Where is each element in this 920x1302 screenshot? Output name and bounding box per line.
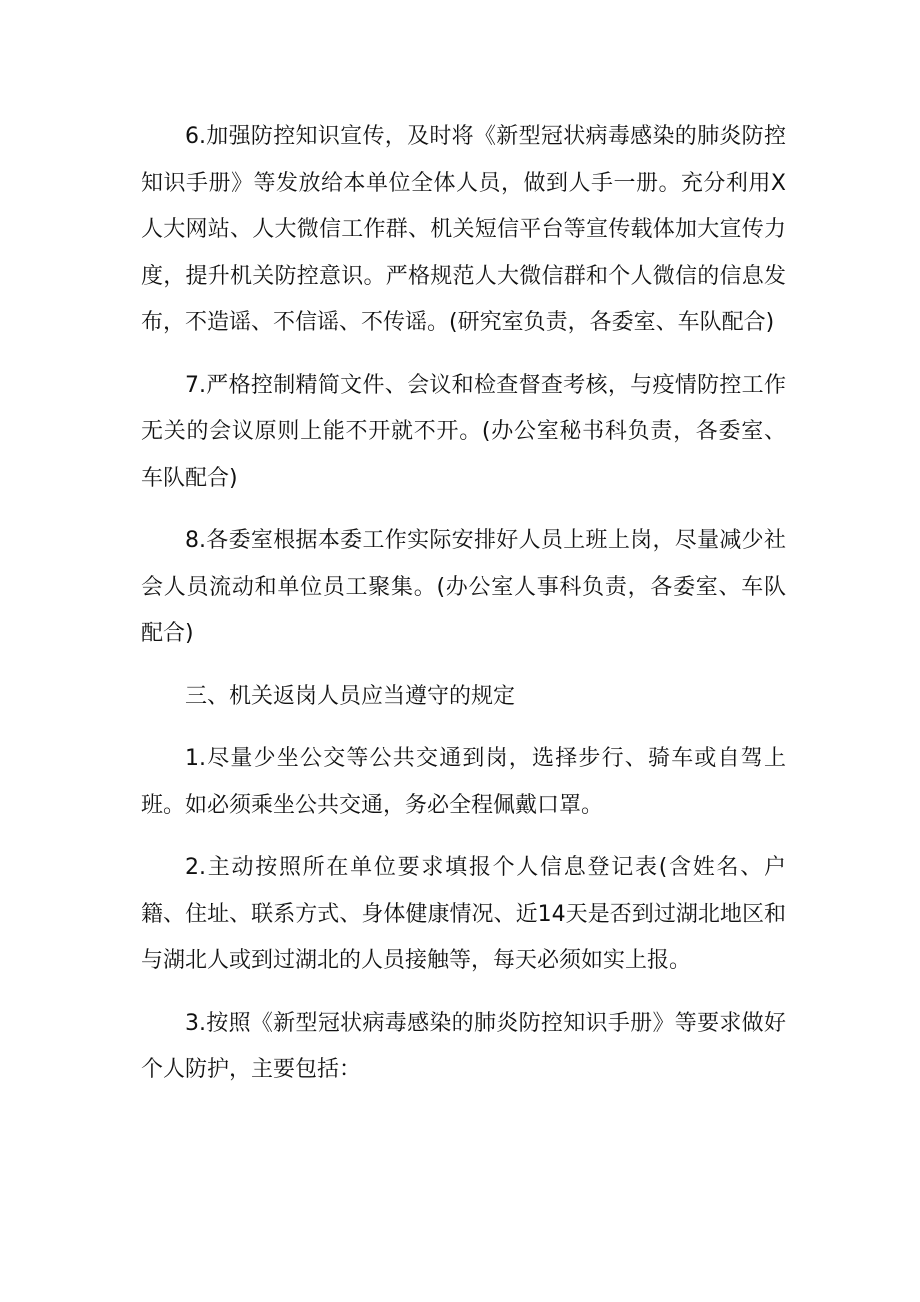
paragraph-rule-2: 2.主动按照所在单位要求填报个人信息登记表(含姓名、户籍、住址、联系方式、身体健康情况、近14天是否到过湖北地区和与湖北人或到过湖北的人员接触等，每天必须如实上报。: [141, 855, 786, 973]
paragraph-item-8: 8.各委室根据本委工作实际安排好人员上班上岗，尽量减少社会人员流动和单位员工聚集。(办公室人事科负责，各委室、车队配合): [141, 528, 786, 646]
paragraph-item-7: 7.严格控制精简文件、会议和检查督查考核，与疫情防控工作无关的会议原则上能不开就不开。(办公室秘书科负责，各委室、车队配合): [141, 372, 786, 491]
section-heading: 三、机关返岗人员应当遵守的规定: [185, 683, 516, 709]
paragraph-rule-3: 3.按照《新型冠状病毒感染的肺炎防控知识手册》等要求做好个人防护，主要包括：: [141, 1010, 786, 1082]
document-body: [141, 114, 786, 1110]
paragraph-item-6: 6.加强防控知识宣传，及时将《新型冠状病毒感染的肺炎防控知识手册》等发放给本单位全体人员，做到人手一册。充分利用X人大网站、人大微信工作群、机关短信平台等宣传载体加大宣传力度，提升机关防控意识。严格规范人大微信群和个人微信的信息发布，不造谣、不信谣、不传谣。(研究室负责，各委室、车队配合): [141, 124, 786, 335]
paragraph-rule-1: 1.尽量少坐公交等公共交通到岗，选择步行、骑车或自驾上班。如必须乘坐公共交通，务必全程佩戴口罩。: [141, 746, 786, 818]
